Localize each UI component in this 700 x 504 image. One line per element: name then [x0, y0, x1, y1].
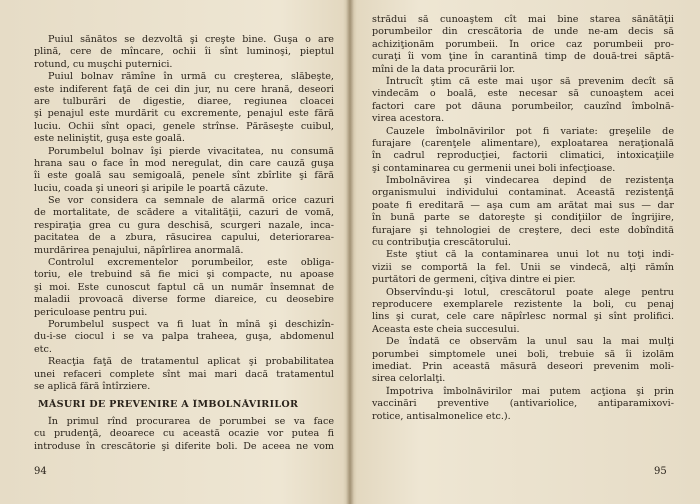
text-line: cu prudenţă, deoarece cu această ocazie vor putea fi — [34, 428, 334, 440]
text-line: porumbei simptomele unei boli, trebuie să îi izolăm — [372, 348, 674, 360]
text-line: vaccinări preventive (antivariolice, antiparamixovi- — [372, 398, 674, 410]
text-line: în bună parte se datoreşte şi condiţiilor de îngrijire, — [372, 212, 674, 224]
text-line: în cadrul reproducţiei, factorii climatici, intoxicaţiile — [372, 150, 674, 162]
text-line: sirea celorlalţi. — [372, 373, 446, 385]
text-line: curaţi îi vom ţine în carantină timp de două-trei săptă- — [372, 51, 674, 63]
text-line: respiraţia grea cu gura deschisă, scurgeri nazale, inca- — [34, 219, 334, 231]
text-line: şi contaminarea cu germenii unei boli infecţioase. — [372, 162, 616, 174]
text-line: Puiul bolnav rămîne în urmă cu creşterea, slăbeşte, — [48, 71, 334, 83]
text-line: Porumbelul bolnav îşi pierde vivacitatea, nu consumă — [48, 145, 334, 157]
text-line: achiziţionăm porumbeii. În orice caz porumbeii pro- — [372, 38, 674, 50]
text-line: Observîndu-şi lotul, crescătorul poate alege pentru — [386, 286, 674, 298]
text-line: luciu, coada şi uneori şi aripile le poartă căzute. — [34, 182, 269, 194]
text-line: Reacţia faţă de tratamentul aplicat şi probabilitatea — [48, 356, 334, 368]
left-page-text-bottom — [34, 416, 334, 453]
text-line: şi moi. Este cunoscut faptul că un număr însemnat de — [34, 281, 334, 293]
text-line: luciu. Ochii sînt opaci, genele strînse. Părăseşte cuibul, — [34, 120, 334, 132]
page-number-right: 95 — [654, 466, 667, 477]
text-line: furajare şi tehnologiei de creştere, deci este dobîndită — [372, 224, 674, 236]
text-line: imediat. Prin această măsură deseori prevenim moli- — [372, 360, 674, 372]
text-line: pacitatea de a zbura, răsucirea capului, deteriorarea- — [34, 232, 334, 244]
text-line: periculoase pentru pui. — [34, 306, 148, 318]
text-line: plină, cere de mîncare, ochii îi sînt luminoşi, pieptul — [34, 46, 334, 58]
text-line: Îmbolnăvirea şi vindecarea depind de rezistenţa — [386, 175, 674, 187]
text-line: poate fi ereditară — aşa cum am arătat mai sus — dar — [372, 199, 674, 211]
book-gutter — [346, 0, 354, 504]
text-line: este indiferent faţă de cei din jur, nu cere hrană, deseori — [34, 83, 334, 95]
text-line: Puiul sănătos se dezvoltă şi creşte bine. Guşa o are — [48, 34, 334, 45]
text-line: rotund, cu muşchi puternici. — [34, 58, 173, 70]
text-line: rotice, antisalmonelice etc.). — [372, 410, 511, 422]
page-number-left: 94 — [34, 466, 47, 477]
text-line: furajare (carenţele alimentare), exploatarea neraţională — [372, 137, 674, 149]
text-line: are tulburări de digestie, diaree, regiunea cloacei — [34, 95, 334, 107]
section-heading: MĂSURI DE PREVENIRE A ÎMBOLNĂVIRILOR — [38, 399, 299, 411]
text-line: Este ştiut că la contaminarea unui lot nu toţi indi- — [386, 249, 674, 261]
left-page — [34, 34, 334, 474]
text-line: Aceasta este cheia succesului. — [372, 323, 520, 335]
text-line: organismului individului contaminat. Această rezistenţă — [372, 187, 674, 199]
text-line: toriu, ele trebuind să fie mici şi compacte, nu apoase — [34, 269, 334, 281]
text-line: cu contribuţia crescătorului. — [372, 237, 511, 249]
text-line: purtători de germeni, cîţiva dintre ei pier. — [372, 274, 576, 286]
text-line: şi penajul este murdărit cu excremente, penajul este fără — [34, 108, 334, 120]
right-page — [372, 14, 674, 454]
text-line: virea acestora. — [372, 113, 445, 125]
text-line: vindecăm o boală, este necesar să cunoaştem acei — [372, 88, 674, 100]
text-line: unei refaceri complete sînt mai mari dacă tratamentul — [34, 368, 334, 380]
text-line: Întrucît ştim că este mai uşor să prevenim decît să — [386, 75, 674, 87]
text-line: factori care pot dăuna porumbeilor, cauzînd îmbolnă- — [372, 100, 674, 112]
text-line: de mortalitate, de scădere a vitalităţii, cazuri de vomă, — [34, 207, 334, 219]
text-line: lins şi curat, cele care năpîrlesc normal şi sînt prolifici. — [372, 311, 674, 323]
text-line: etc. — [34, 343, 52, 355]
text-line: murdărirea penajului, năpîrlirea anormală. — [34, 244, 244, 256]
text-line: porumbeilor din crescătoria de unde ne-am decis să — [372, 26, 674, 38]
text-line: mîni de la data procurării lor. — [372, 63, 516, 75]
text-line: se aplică fără întîrziere. — [34, 380, 151, 392]
text-line: hrana sau o face în mod neregulat, din care cauză guşa — [34, 157, 334, 169]
text-line: Cauzele îmbolnăvirilor pot fi variate: greşelile de — [386, 125, 674, 137]
right-page-text — [372, 14, 674, 423]
text-line: Se vor considera ca semnale de alarmă orice cazuri — [48, 195, 334, 207]
text-line: maladii provoacă diverse forme diareice, cu deosebire — [34, 294, 334, 306]
text-line: Împotriva îmbolnăvirilor mai putem acţiona şi prin — [386, 385, 674, 397]
text-line: îi este goală sau semigoală, penele sînt zbîrlite şi fără — [34, 170, 334, 182]
left-page-text-top — [34, 34, 334, 393]
text-line: strădui să cunoaştem cît mai bine starea sănătăţii — [372, 14, 674, 25]
text-line: du-i-se ciocul i se va palpa traheea, guşa, abdomenul — [34, 331, 334, 343]
text-line: În primul rînd procurarea de porumbei se va face — [48, 415, 334, 427]
text-line: vizii se comportă la fel. Unii se vindecă, alţi rămîn — [372, 261, 674, 273]
text-line: reproducere exemplarele rezistente la boli, cu penaj — [372, 298, 674, 310]
text-line: introduse în crescătorie şi diferite boli. De aceea ne vom — [34, 440, 334, 452]
text-line: De îndată ce observăm la unul sau la mai mulţi — [386, 336, 674, 348]
text-line: este neliniştit, guşa este goală. — [34, 133, 185, 145]
text-line: Controlul excrementelor porumbeilor, este obliga- — [48, 257, 334, 269]
text-line: Porumbelul suspect va fi luat în mînă şi deschizîn- — [48, 318, 334, 330]
